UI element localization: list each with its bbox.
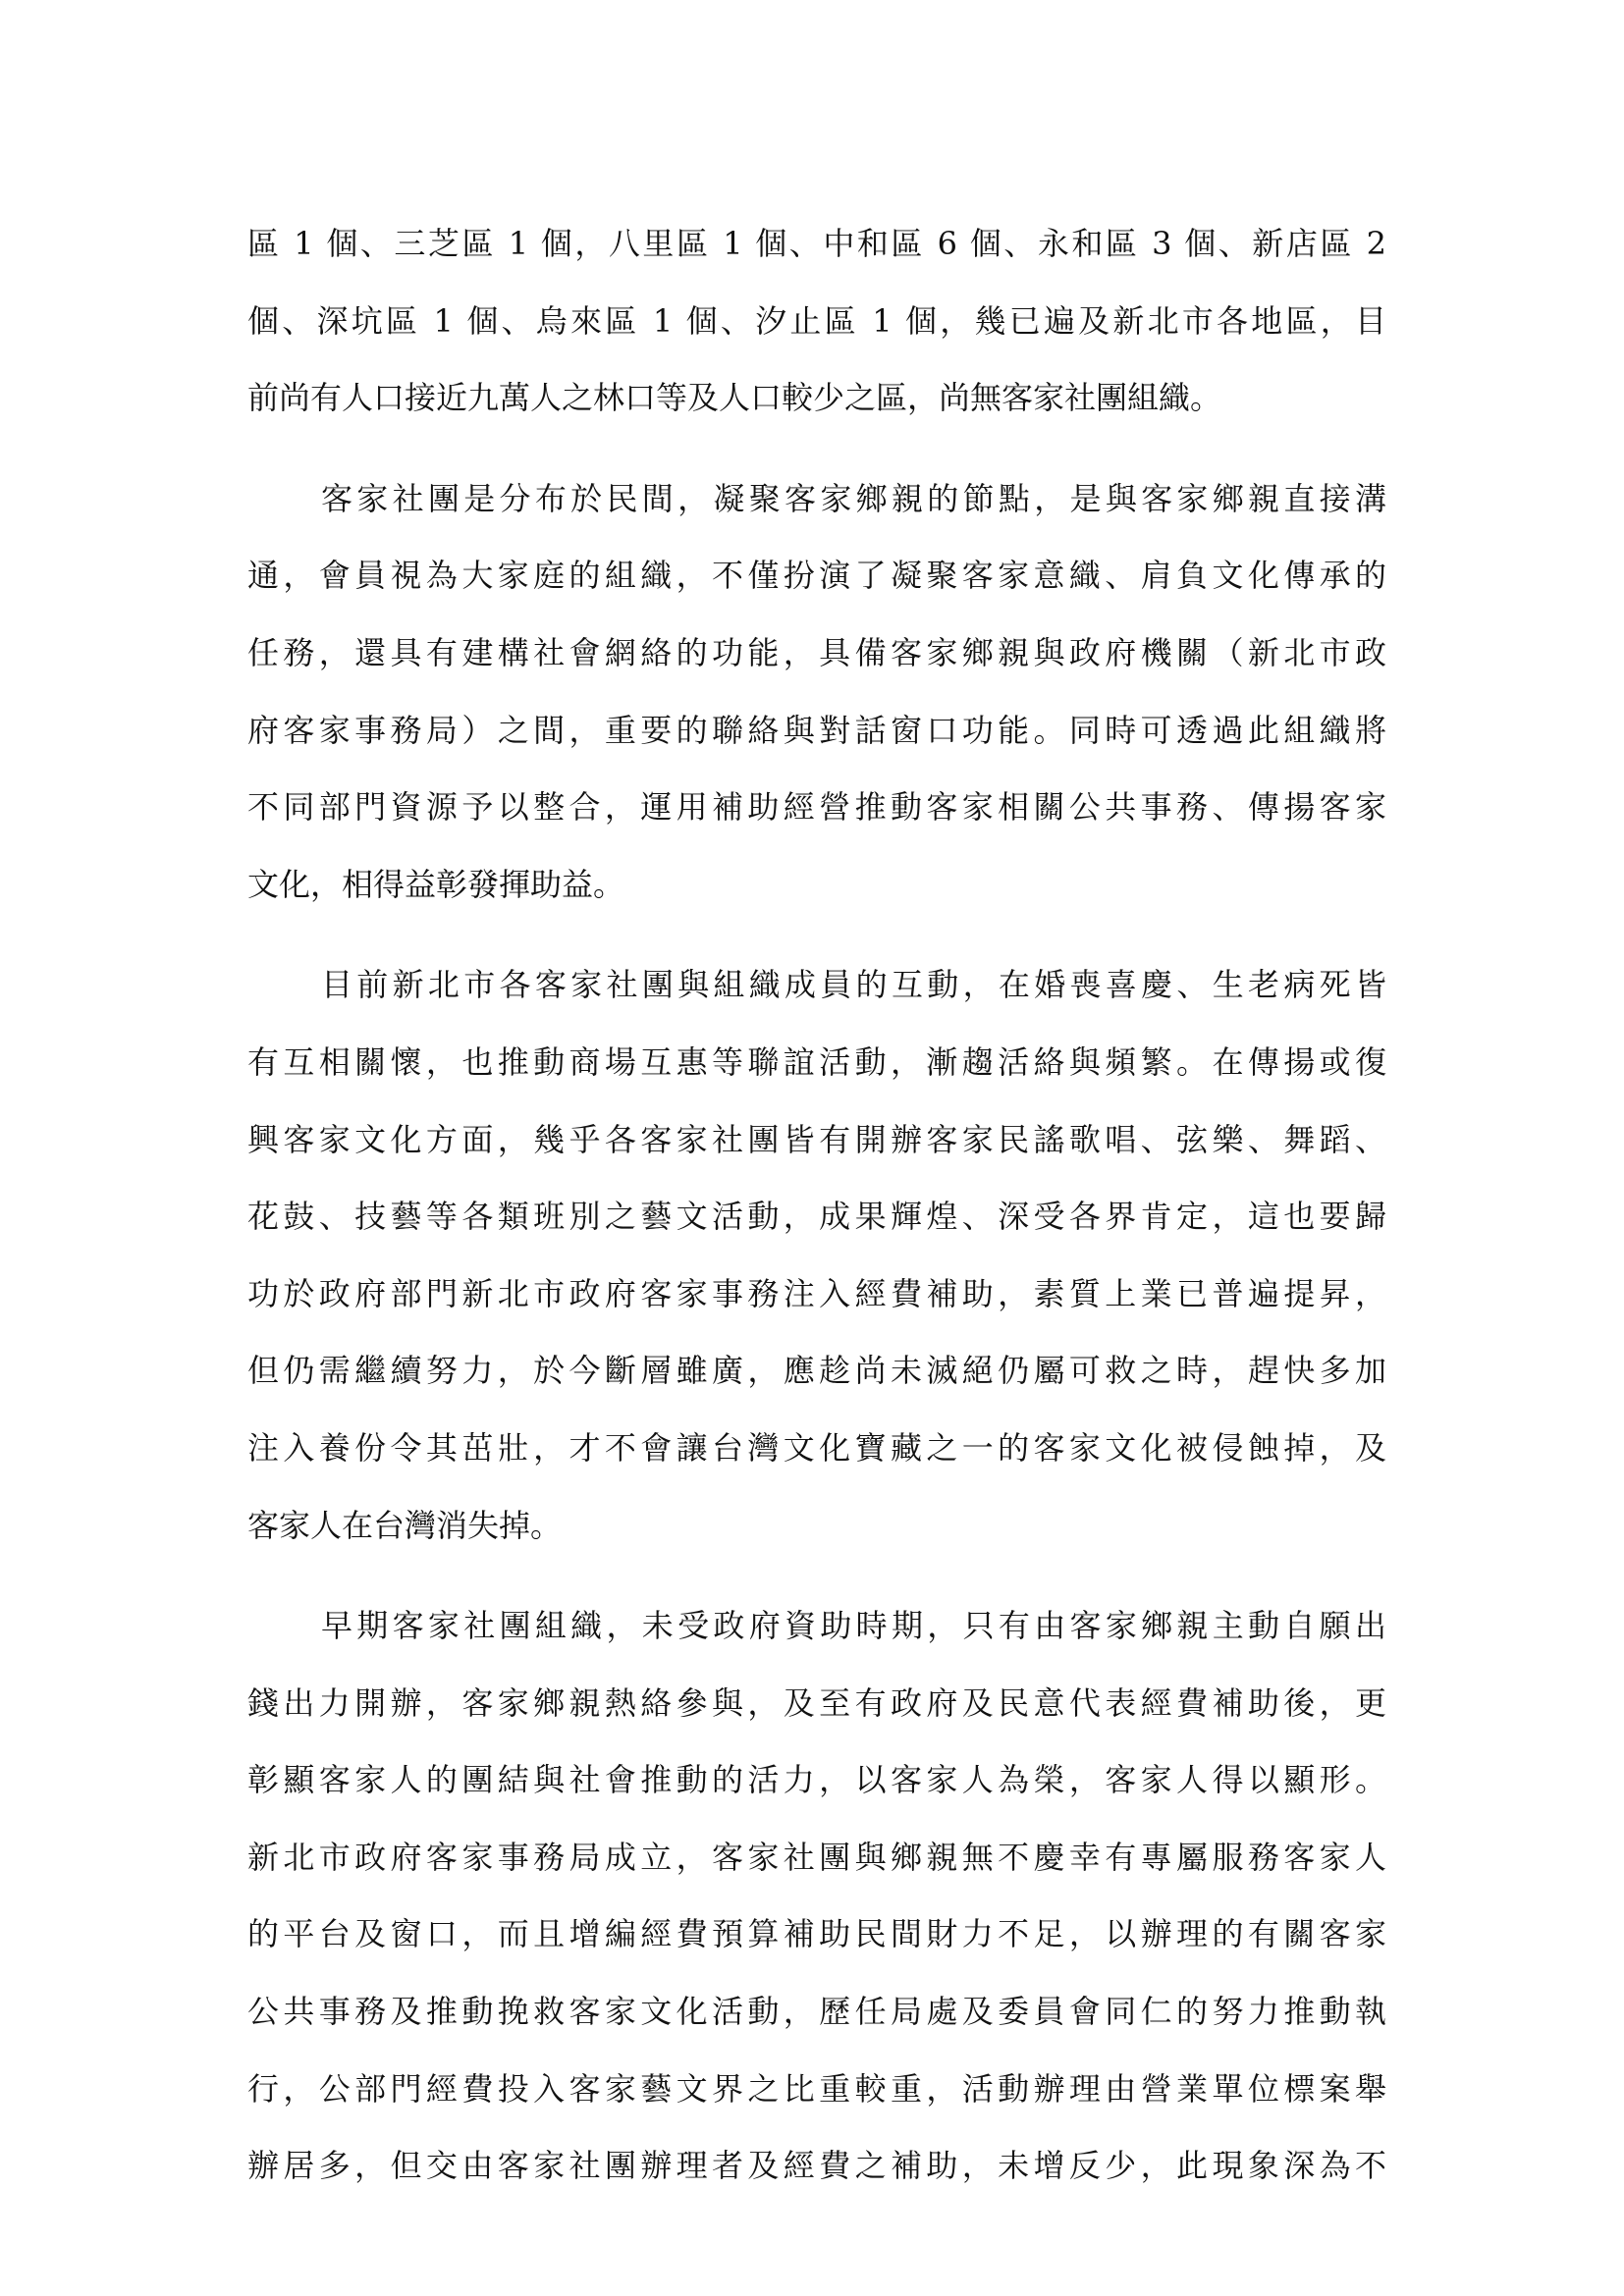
document-body xyxy=(247,216,1386,2216)
text-line: 辦居多，但交由客家社團辦理者及經費之補助，未增反少，此現象深為不 xyxy=(247,2147,1386,2185)
text-line: 新北市政府客家事務局成立，客家社團與鄉親無不慶幸有專屬服務客家人 xyxy=(247,1838,1386,1876)
text-line: 個、深坑區 1 個、烏來區 1 個、汐止區 1 個，幾已遍及新北市各地區，目 xyxy=(247,301,1386,340)
text-line: 功於政府部門新北市政府客家事務注入經費補助，素質上業已普遍提昇， xyxy=(247,1274,1386,1312)
text-line: 區 1 個、三芝區 1 個，八里區 1 個、中和區 6 個、永和區 3 個、新店區 2 xyxy=(247,225,1386,262)
paragraph-gap xyxy=(247,934,1386,957)
paragraph-gap xyxy=(247,1575,1386,1598)
text-line: 行，公部門經費投入客家藝文界之比重較重，活動辦理由營業單位標案舉 xyxy=(247,2069,1386,2108)
paragraph-4 xyxy=(247,1598,1386,2216)
text-line: 早期客家社團組織，未受政府資助時期，只有由客家鄉親主動自願出 xyxy=(321,1607,1386,1645)
text-line: 府客家事務局）之間，重要的聯絡與對話窗口功能。同時可透過此組織將 xyxy=(247,711,1386,749)
text-line: 不同部門資源予以整合，運用補助經營推動客家相關公共事務、傳揚客家 xyxy=(247,788,1386,827)
text-line: 通，會員視為大家庭的組織，不僅扮演了凝聚客家意織、肩負文化傳承的 xyxy=(247,557,1386,595)
paragraph-2 xyxy=(247,471,1386,934)
text-line: 有互相關懷，也推動商場互惠等聯誼活動，漸趨活絡與頻繁。在傳揚或復 xyxy=(247,1042,1386,1081)
text-line: 注入養份令其茁壯，才不會讓台灣文化寶藏之一的客家文化被侵蝕掉，及 xyxy=(247,1428,1386,1467)
text-line: 花鼓、技藝等各類班別之藝文活動，成果輝煌、深受各界肯定，這也要歸 xyxy=(247,1198,1386,1236)
text-line: 前尚有人口接近九萬人之林口等及人口較少之區，尚無客家社團組織。 xyxy=(247,379,1222,417)
text-line: 彰顯客家人的團結與社會推動的活力，以客家人為榮，客家人得以顯形。 xyxy=(247,1761,1386,1799)
text-line: 任務，還具有建構社會網絡的功能，具備客家鄉親與政府機關（新北市政 xyxy=(247,633,1386,671)
paragraph-gap xyxy=(247,448,1386,471)
text-line: 目前新北市各客家社團與組織成員的互動，在婚喪喜慶、生老病死皆 xyxy=(321,966,1386,1004)
text-line: 公共事務及推動挽救客家文化活動，歷任局處及委員會同仁的努力推動執 xyxy=(247,1993,1386,2031)
text-line: 客家人在台灣消失掉。 xyxy=(247,1506,563,1544)
paragraph-1 xyxy=(247,216,1386,448)
text-line: 但仍需繼續努力，於今斷層雖廣，應趁尚未滅絕仍屬可救之時，趕快多加 xyxy=(247,1352,1386,1390)
text-line: 文化，相得益彰發揮助益。 xyxy=(247,865,625,903)
text-line: 的平台及窗口，而且增編經費預算補助民間財力不足，以辦理的有關客家 xyxy=(247,1915,1386,1953)
text-line: 客家社團是分布於民間，凝聚客家鄉親的節點，是與客家鄉親直接溝 xyxy=(321,479,1386,517)
text-line: 錢出力開辦，客家鄉親熱絡參與，及至有政府及民意代表經費補助後，更 xyxy=(247,1683,1386,1722)
text-line: 興客家文化方面，幾乎各客家社團皆有開辦客家民謠歌唱、弦樂、舞蹈、 xyxy=(247,1120,1386,1158)
paragraph-3 xyxy=(247,957,1386,1575)
